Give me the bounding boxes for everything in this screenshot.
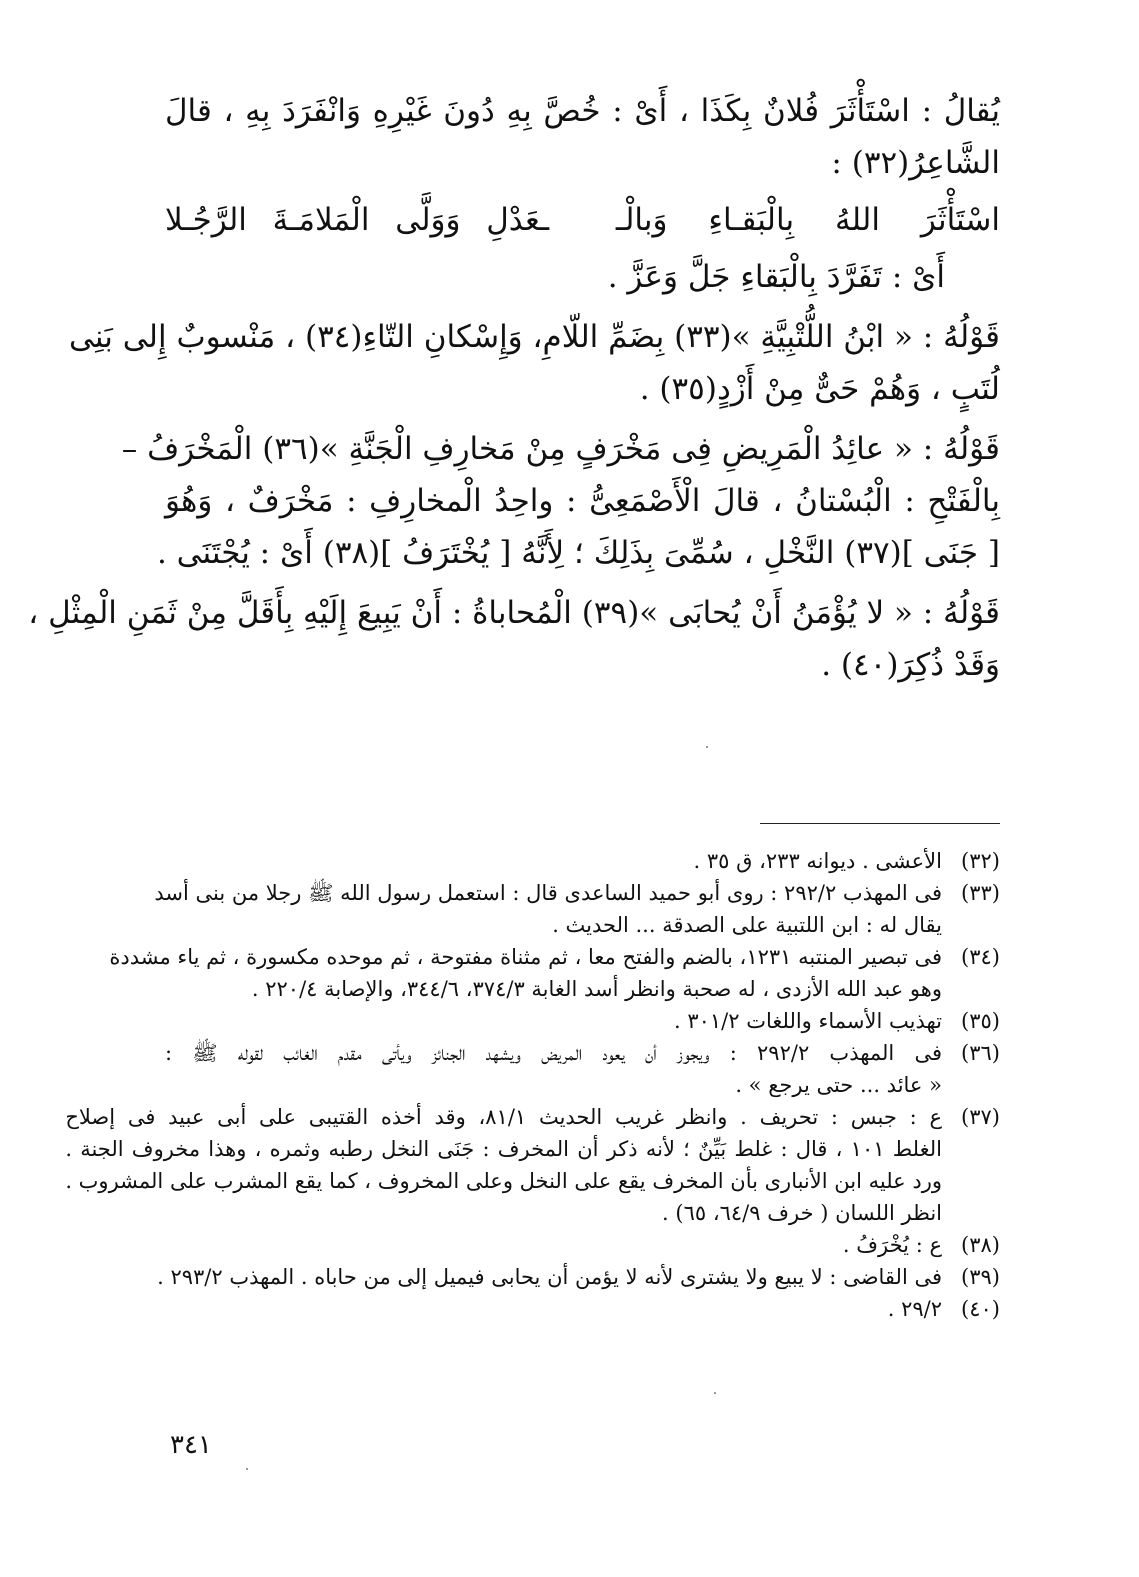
footnote [109,941,1000,1005]
footnote-line: يقال له : ابن اللتبية على الصدقة ... الحديث . [552,913,942,937]
footnote-line: فى تبصير المنتبه ١٢٣١، بالضم والفتح معا ، ثم مثناة مفتوحة ، ثم موحده مكسورة ، ثم ياء مشددة [109,945,942,969]
footnote [157,1261,1000,1293]
text-line: لُتَبٍ ، وَهُمْ حَىٌّ مِنْ أَزْدٍ(٣٥) . [639,371,1000,407]
poetry-verse [165,189,1000,251]
text-line: وَقَدْ ذُكِرَ(٤٠) . [821,647,1000,683]
footnote-number: (٣٩) [961,1265,1000,1289]
page-number: ٣٤١ [170,1430,212,1460]
text-line: الشَّاعِرُ(٣٢) : [831,145,1000,181]
text-line: [ جَنَى ](٣٧) النَّخْلِ ، سُمِّىَ بِذَلِكَ ؛ لِأَنَّهُ [ يُخْتَرَفُ ](٣٨) أَىْ : يُجْتَنَى . [156,535,1000,571]
footnote [165,1293,1000,1325]
scan-speck [706,746,708,748]
footnote-number: (٣٥) [961,1009,1000,1033]
footnote-number: (٣٢) [961,849,1000,873]
footnote-line: تهذيب الأسماء واللغات ٣٠١/٢ . [673,1009,942,1033]
footnote-line: « عائد ... حتى يرجع » . [735,1073,942,1097]
text-line: قَوْلُهُ : « لا يُؤْمَنُ أَنْ يُحابَى »(٣٩) الْمُحاباةُ : أَنْ يَبِيعَ إِلَيْهِ بِأَقَلَّ مِنْ ثَمَنِ الْمِثْلِ ، [28,595,1000,631]
footnote-line: ع : يُخْرَفُ . [842,1233,942,1257]
footnote-line: ع : جبس : تحريف . وانظر غريب الحديث ٨١/١، وقد أخذه القتيبى على أبى عبيد فى إصلاح [65,1105,942,1129]
text-line: أَىْ : تَفَرَّدَ بِالْبَقاءِ جَلَّ وَعَزَّ . [607,259,945,295]
footnote-line: ٢٩/٢ . [887,1297,942,1321]
footnote [65,1101,1000,1229]
verse-second-hemistich: ـعَدْلِ وَوَلَّى الْمَلامَـةَ الرَّجُـلا [165,202,550,238]
footnote-line: انظر اللسان ( خرف ٦٤/٩، ٦٥) . [662,1201,942,1225]
footnote-separator [760,823,1000,824]
footnote-number: (٣٧) [961,1105,1000,1129]
footnote-line: الغلط ١٠١ ، قال : غلط بَيِّنٌ ؛ لأنه ذكر أن المخرف : جَنَى النخل رطبه وثمره ، وهذا مخروف الجنة . [65,1137,942,1161]
main-text [28,85,1000,691]
text-line: بِالْفَتْحِ : الْبُسْتانُ ، قالَ الْأَصْمَعِىُّ : واحِدُ الْمخارِفِ : مَخْرَفٌ ، وَهُوَ [165,483,1000,519]
footnote [165,1037,1000,1101]
footnote [165,1229,1000,1261]
footnote-number: (٣٦) [961,1041,1000,1065]
footnote [165,845,1000,877]
scan-speck [714,1392,716,1394]
footnote [154,877,1000,941]
footnote-number: (٣٤) [961,945,1000,969]
footnote-number: (٣٣) [961,881,1000,905]
footnote-number: (٣٨) [961,1233,1000,1257]
text-line: قَوْلُهُ : « عائِدُ الْمَرِيضِ فِى مَخْرَفٍ مِنْ مَخارِفِ الْجَنَّةِ »(٣٦) الْمَخْرَفُ – [121,431,1000,467]
footnote-line: فى القاضى : لا يبيع ولا يشترى لأنه لا يؤمن أن يحابى فيميل إلى من حاباه . المهذب ٢٩٣/٢ . [157,1265,942,1289]
footnote-line: فى المهذب ٢٩٢/٢ : روى أبو حميد الساعدى قال : استعمل رسول الله ﷺ رجلا من بنى أسد [154,881,942,905]
text-line: يُقالُ : اسْتَأْثَرَ فُلانٌ بِكَذَا ، أَىْ : خُصَّ بِهِ دُونَ غَيْرِهِ وَانْفَرَدَ بِهِ ، قالَ [165,93,1000,129]
footnotes [65,845,1000,1325]
footnote-line: الأعشى . ديوانه ٢٣٣، ق ٣٥ . [693,849,942,873]
footnote [165,1005,1000,1037]
footnote-number: (٤٠) [961,1297,1000,1321]
footnote-line: فى المهذب ٢٩٢/٢ : ويجوز أن يعود المريض ويشهد الجنائز ويأتى مقدم الغائب لقوله ﷺ : [165,1041,942,1065]
verse-first-hemistich: اسْتَأْثَرَ اللهُ بِالْبَقـاءِ وَبالْـ [615,202,1000,238]
footnote-line: ورد عليه ابن الأنبارى بأن المخرف يقع على النخل وعلى المخروف ، كما يقع المشرب على المشروب . [65,1169,942,1193]
text-line: قَوْلُهُ : « ابْنُ اللُّتْبِيَّةِ »(٣٣) بِضَمِّ اللّامِ، وَإِسْكانِ التّاءِ(٣٤) ، مَنْسوبٌ إِلى بَنِى [69,319,1000,355]
footnote-line: وهو عبد الله الأزدى ، له صحبة وانظر أسد الغابة ٣٧٤/٣، ٣٤٤/٦، والإصابة ٢٢٠/٤ . [251,977,942,1001]
scan-speck [246,1468,248,1470]
